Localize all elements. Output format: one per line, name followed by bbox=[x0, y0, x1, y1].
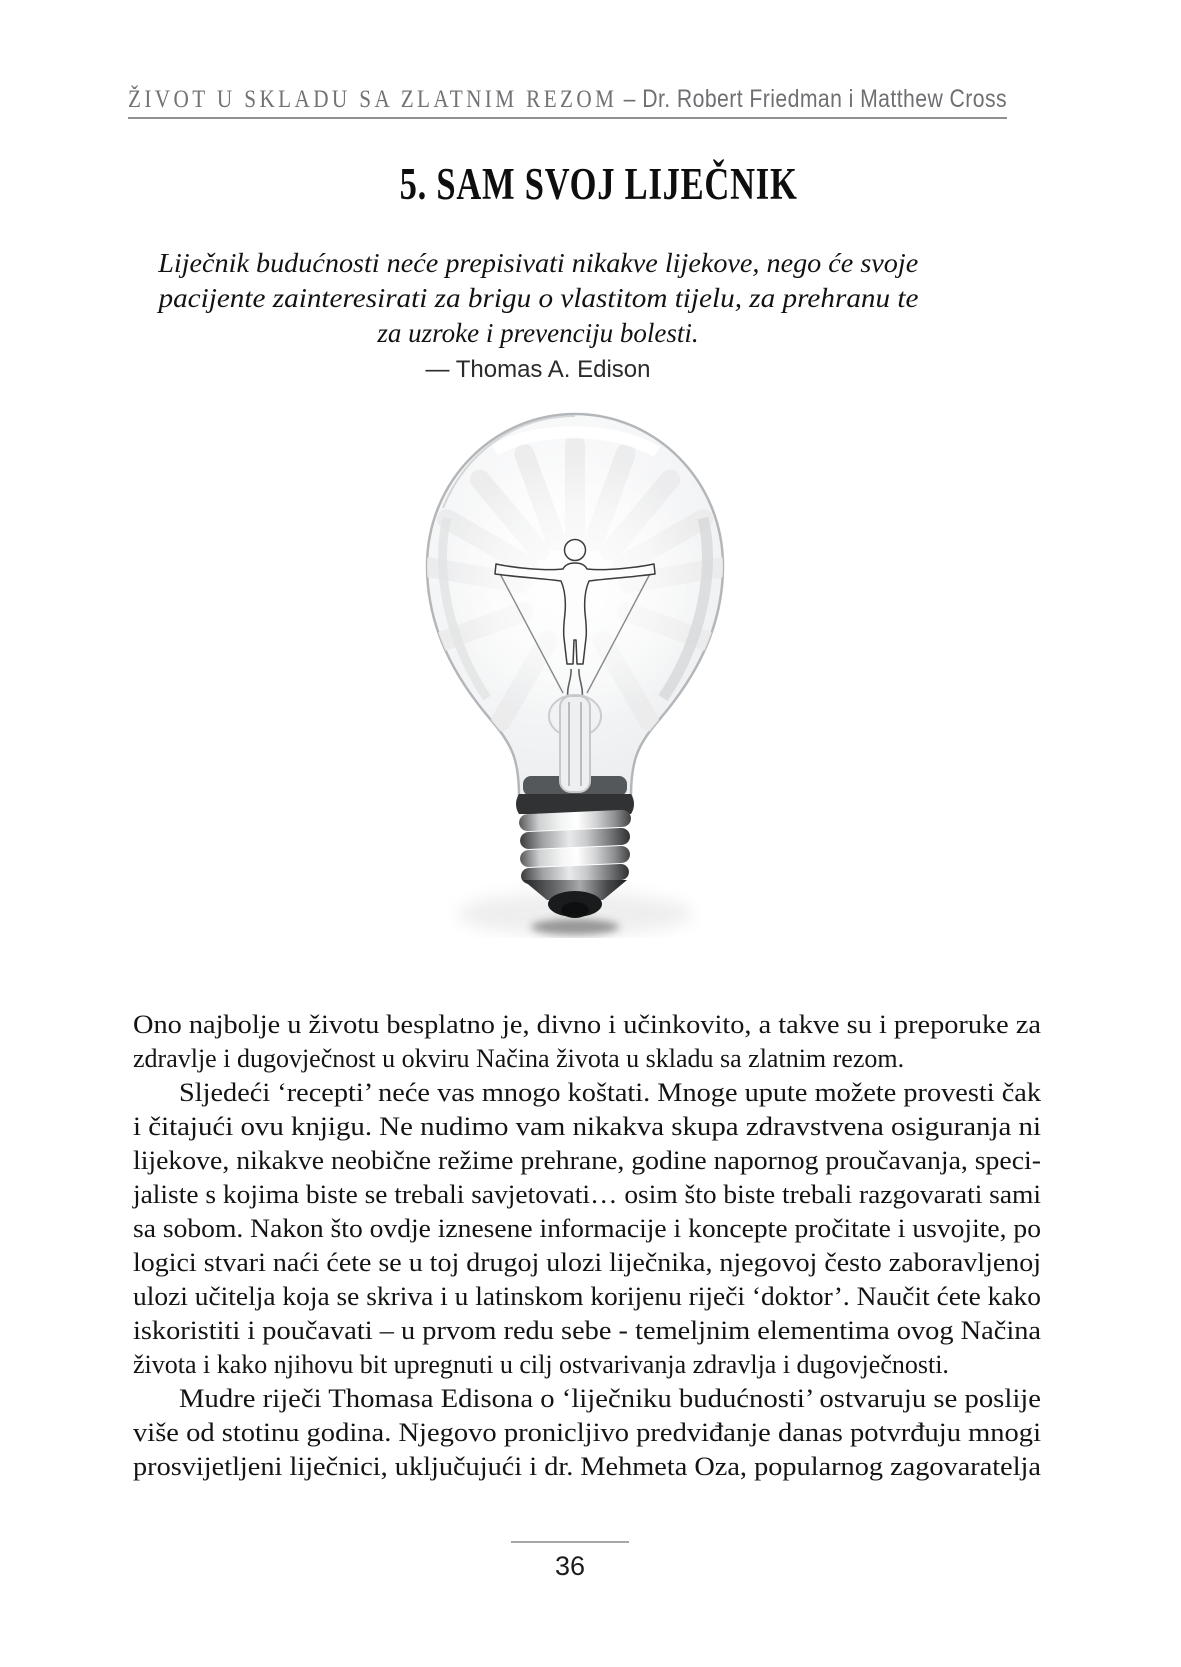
body-line: prosvijetljeni liječnici, uključujući i dr. Mehmeta Oza, popularnog zagovaratelja bbox=[133, 1452, 1041, 1481]
running-header-line bbox=[128, 82, 1007, 117]
chapter-title: 5. SAM SVOJ LIJEČNIK bbox=[399, 159, 798, 209]
book-authors: – Dr. Robert Friedman i Matthew Cross bbox=[617, 85, 1007, 113]
body-line: logici stvari naći ćete se u toj drugoj ulozi liječnika, njegovoj često zaboravljenoj bbox=[133, 1248, 1041, 1277]
body-line: iskoristiti i poučavati – u prvom redu sebe - temeljnim elementima ovog Načina bbox=[133, 1316, 1041, 1345]
epigraph bbox=[158, 246, 918, 351]
page-number: 36 bbox=[554, 1551, 586, 1581]
body-line: Ono najbolje u životu besplatno je, divno i učinkovito, a takve su i preporuke za bbox=[133, 1010, 1041, 1039]
lightbulb-figure-illustration bbox=[395, 398, 755, 938]
body-line: Sljedeći ‘recepti’ neće vas mnogo koštati. Mnoge upute možete provesti čak bbox=[179, 1078, 1041, 1107]
running-header bbox=[128, 82, 1007, 116]
footer-rule bbox=[511, 1541, 629, 1543]
book-title: ŽIVOT U SKLADU SA ZLATNIM REZOM bbox=[128, 86, 618, 113]
epigraph-line: Liječnik budućnosti neće prepisivati nikakve lijekove, nego će svoje bbox=[158, 248, 918, 278]
body-line: više od stotinu godina. Njegovo pronicljivo predviđanje danas potvrđuju mnogi bbox=[133, 1418, 1041, 1447]
body-line: i čitajući ovu knjigu. Ne nudimo vam nikakva skupa zdravstvena osiguranja ni bbox=[133, 1112, 1041, 1141]
epigraph-line: pacijente zainteresirati za brigu o vlastitom tijelu, za prehranu te bbox=[157, 283, 918, 313]
body-text bbox=[133, 1008, 1041, 1484]
epigraph-attribution: — Thomas A. Edison bbox=[425, 356, 651, 383]
body-line: sa sobom. Nakon što ovdje iznesene informacije i koncepte pročitate i usvojite, po bbox=[133, 1214, 1041, 1243]
body-line: zdravlje i dugovječnost u okviru Načina života u skladu sa zlatnim rezom. bbox=[133, 1044, 905, 1073]
header-rule bbox=[128, 117, 1007, 119]
page-footer bbox=[470, 1541, 670, 1582]
body-line: jaliste s kojima biste se trebali savjetovati… osim što biste trebali razgovarati sami bbox=[133, 1180, 1041, 1209]
body-line: lijekove, nikakve neobične režime prehrane, godine napornog proučavanja, speci- bbox=[133, 1146, 1041, 1175]
body-line: Mudre riječi Thomasa Edisona o ‘liječniku budućnosti’ ostvaruju se poslije bbox=[179, 1384, 1041, 1413]
epigraph-line: za uzroke i prevenciju bolesti. bbox=[377, 318, 699, 348]
bulb-reflection bbox=[531, 919, 619, 935]
body-line: života i kako njihovu bit upregnuti u cilj ostvarivanja zdravlja i dugovječnosti. bbox=[133, 1350, 949, 1379]
chapter-heading bbox=[133, 156, 943, 212]
body-line: ulozi učitelja koja se skriva i u latinskom korijenu riječi ‘doktor’. Naučit ćete kako bbox=[133, 1282, 1041, 1311]
lightbulb-image bbox=[395, 398, 755, 938]
